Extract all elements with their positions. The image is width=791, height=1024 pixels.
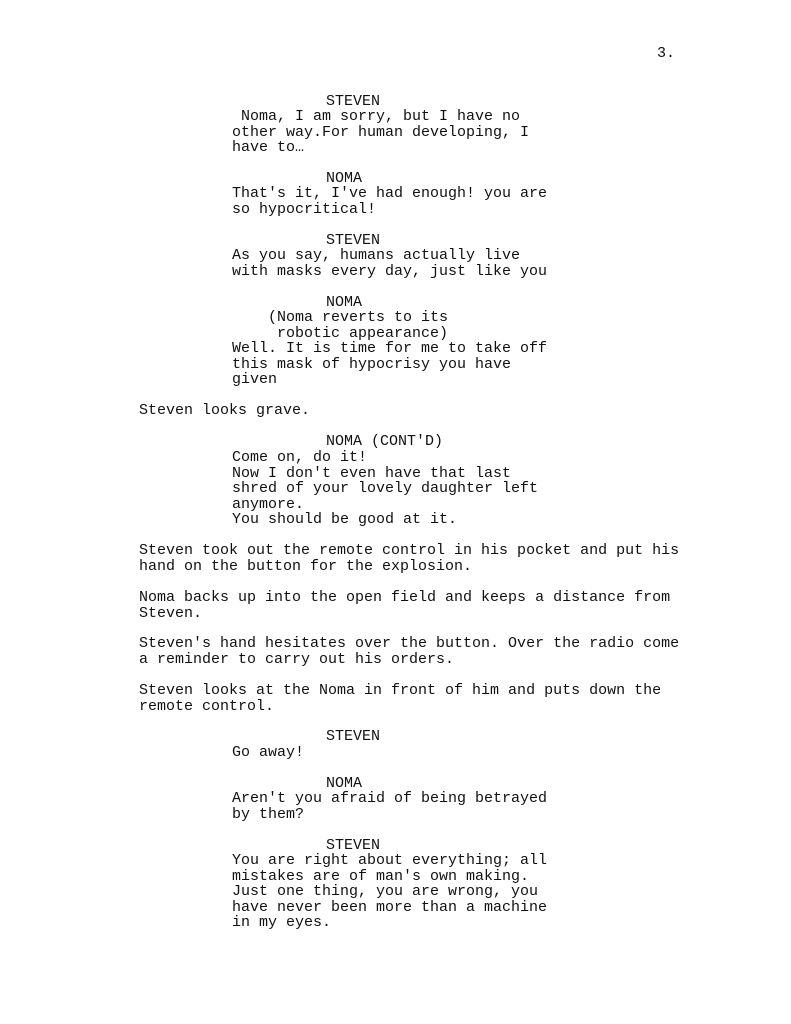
page-number: 3. bbox=[657, 45, 676, 62]
dialogue: Aren't you afraid of being betrayed by them? bbox=[232, 790, 548, 823]
dialogue: As you say, humans actually live with masks every day, just like you bbox=[232, 247, 548, 280]
dialogue: You are right about everything; all mistakes are of man's own making. Just one thing, you are wrong, you have never been more than a machine in my eyes. bbox=[232, 852, 548, 931]
character-name: NOMA bbox=[326, 294, 363, 311]
character-name: STEVEN bbox=[326, 232, 381, 249]
action-line: Steven took out the remote control in his pocket and put his hand on the button for the explosion. bbox=[139, 542, 680, 575]
dialogue: Noma, I am sorry, but I have no other way.For human developing, I have to… bbox=[232, 108, 530, 156]
character-name: STEVEN bbox=[326, 837, 381, 854]
character-name: NOMA bbox=[326, 170, 363, 187]
character-name: STEVEN bbox=[326, 93, 381, 110]
dialogue: Well. It is time for me to take off this mask of hypocrisy you have given bbox=[232, 340, 548, 388]
action-line: Steven looks at the Noma in front of him and puts down the remote control. bbox=[139, 682, 662, 715]
dialogue: Come on, do it! Now I don't even have that last shred of your lovely daughter left anymore. You should be good at it. bbox=[232, 449, 539, 528]
character-name: NOMA (CONT'D) bbox=[326, 433, 444, 450]
parenthetical: (Noma reverts to its robotic appearance) bbox=[268, 309, 449, 342]
action-line: Noma backs up into the open field and keeps a distance from Steven. bbox=[139, 589, 671, 622]
action-line: Steven looks grave. bbox=[139, 402, 311, 419]
dialogue: That's it, I've had enough! you are so hypocritical! bbox=[232, 185, 548, 218]
character-name: STEVEN bbox=[326, 728, 381, 745]
character-name: NOMA bbox=[326, 775, 363, 792]
action-line: Steven's hand hesitates over the button. Over the radio come a reminder to carry out his orders. bbox=[139, 635, 680, 668]
dialogue: Go away! bbox=[232, 744, 305, 761]
